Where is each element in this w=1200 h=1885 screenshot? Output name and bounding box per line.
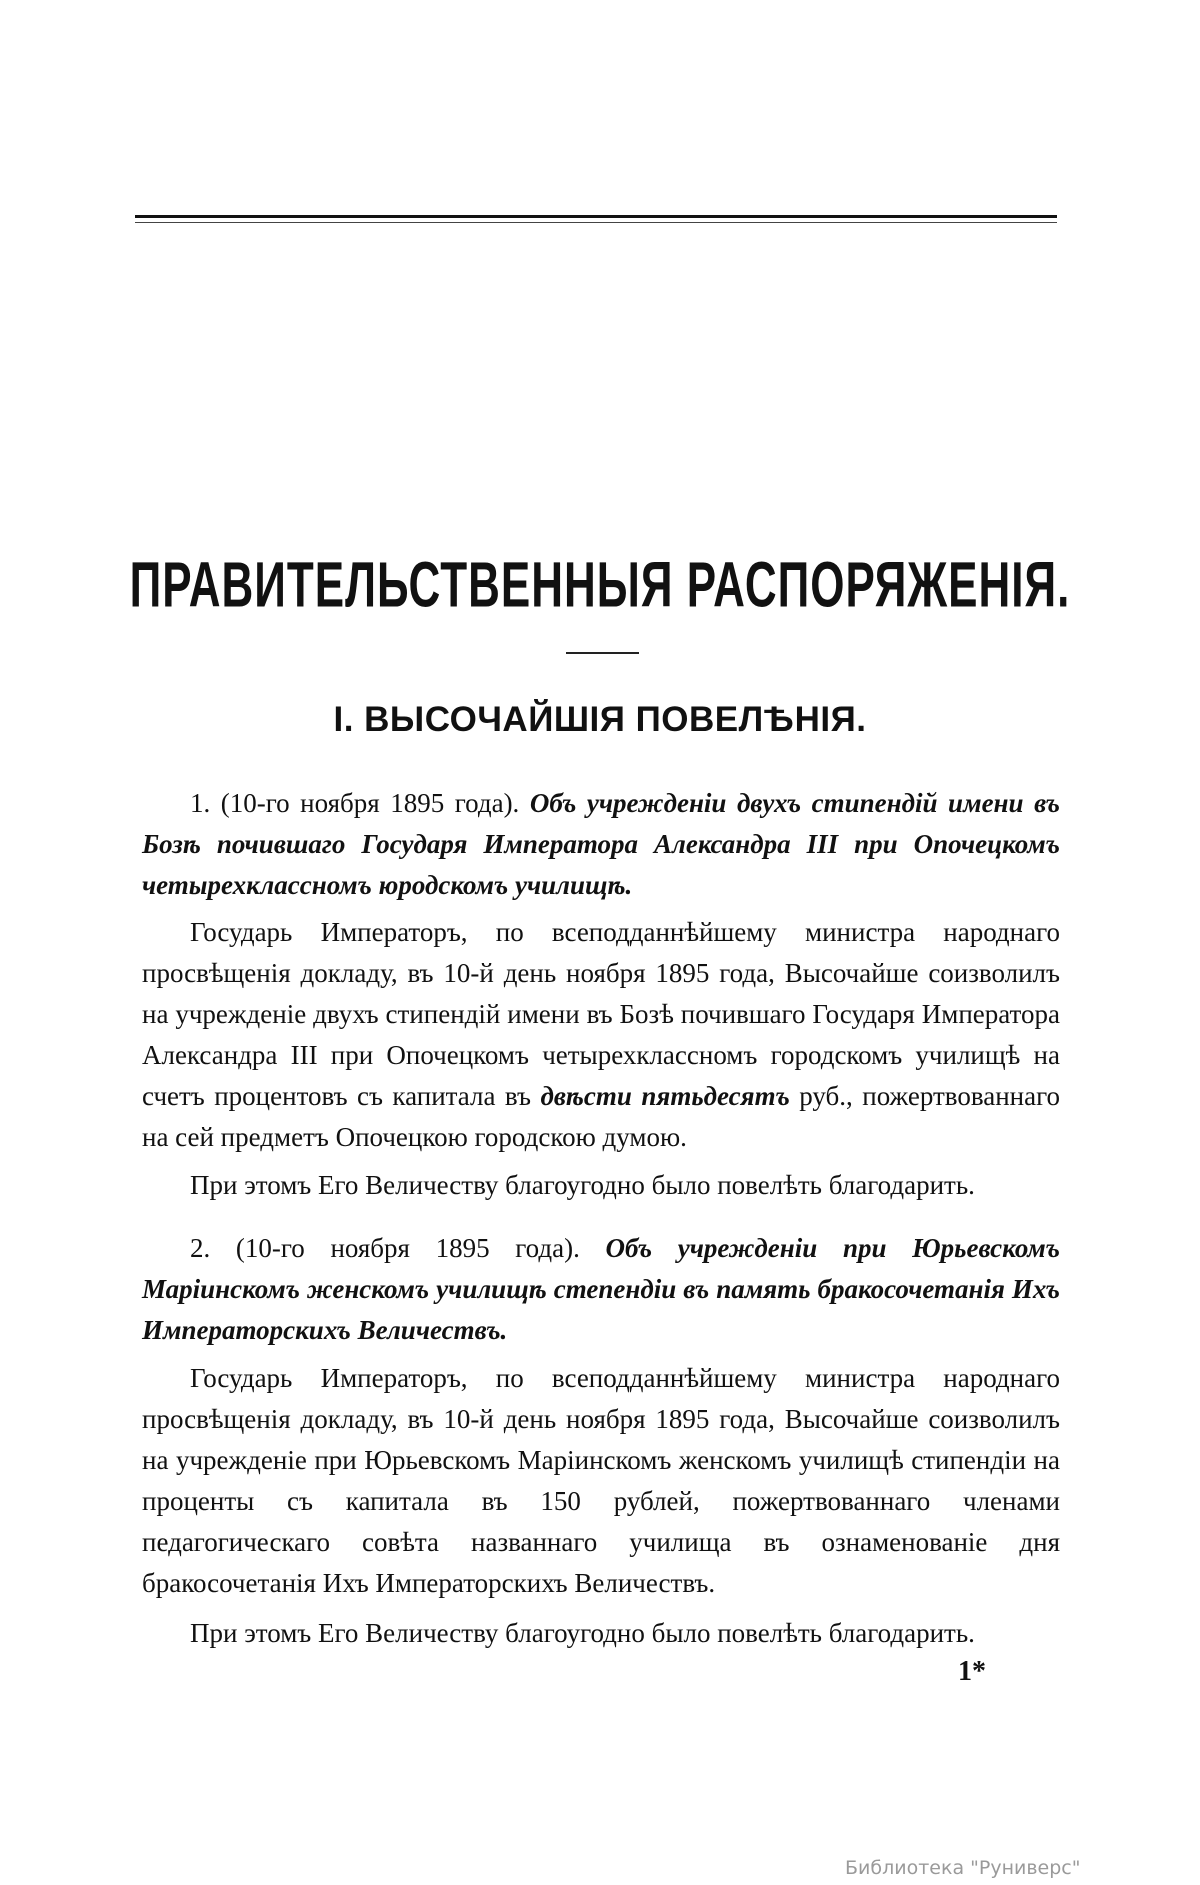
library-watermark: Библиотека "Руниверс": [845, 1857, 1081, 1879]
item-1-number: 1. (10-го ноября 1895 года).: [190, 788, 520, 818]
section-title: I. ВЫСОЧАЙШІЯ ПОВЕЛѢНІЯ.: [333, 700, 867, 739]
item-2-heading: [142, 1228, 1060, 1351]
item-1-body: [142, 912, 1060, 1158]
item-2-thanks-text: При этомъ Его Величеству благоугодно было повелѣть благодарить.: [190, 1618, 975, 1648]
item-2-body-text: Государь Императоръ, по всеподданнѣйшему министра народнаго просвѣщенія докладу, въ 10-й день ноября 1895 года, Высочайше соизволилъ на учрежденіе при Юрьевскомъ Маріинскомъ женскомъ училищѣ стипендіи на проценты съ капитала въ 150 рублей, пожертвованнаго членами педагогическаго совѣта названнаго училища въ ознаменованіе дня бракосочетанія Ихъ Императорскихъ Величествъ.: [142, 1363, 1060, 1598]
page-title: ПРАВИТЕЛЬСТВЕННЫЯ РАСПОРЯЖЕНІЯ.: [129, 550, 1071, 622]
item-2-subject: Объ учрежденіи при Юрьевскомъ Маріинскомъ женскомъ училищѣ степендіи въ память бракосочетанія Ихъ Императорскихъ Величествъ.: [142, 1233, 1061, 1345]
item-2-body: [142, 1358, 1060, 1604]
signature-mark: 1*: [958, 1656, 986, 1687]
item-1-body-before: Государь Императоръ, по всеподданнѣйшему министра народнаго просвѣщенія докладу, въ 10-й день ноября 1895 года, Высочайше соизволилъ на учрежденіе двухъ стипендій имени въ Бозѣ почившаго Государя Императора Александра III при Опочецкомъ четырехклассномъ городскомъ училищѣ на счетъ процентовъ съ капитала въ: [142, 917, 1060, 1111]
item-2-thanks: [142, 1613, 1060, 1654]
item-1-body-emph: двѣсти пятьдесятъ: [540, 1081, 790, 1111]
item-1-thanks: [142, 1165, 1060, 1206]
item-1-body-after: руб., пожертвованнаго на сей предметъ Опочецкою городскою думою.: [142, 1081, 1060, 1152]
item-1-thanks-text: При этомъ Его Величеству благоугодно было повелѣть благодарить.: [190, 1170, 975, 1200]
top-double-rule: [135, 215, 1057, 218]
item-1-heading: [142, 783, 1060, 906]
item-1-subject: Объ учрежденіи двухъ стипендій имени въ Бозѣ почившаго Государя Императора Александра III при Опочецкомъ четырехклассномъ юродскомъ училищѣ.: [142, 788, 1061, 900]
item-2-number: 2. (10-го ноября 1895 года).: [190, 1233, 580, 1263]
top-double-rule-thin: [135, 222, 1057, 223]
title-divider: [566, 652, 639, 654]
